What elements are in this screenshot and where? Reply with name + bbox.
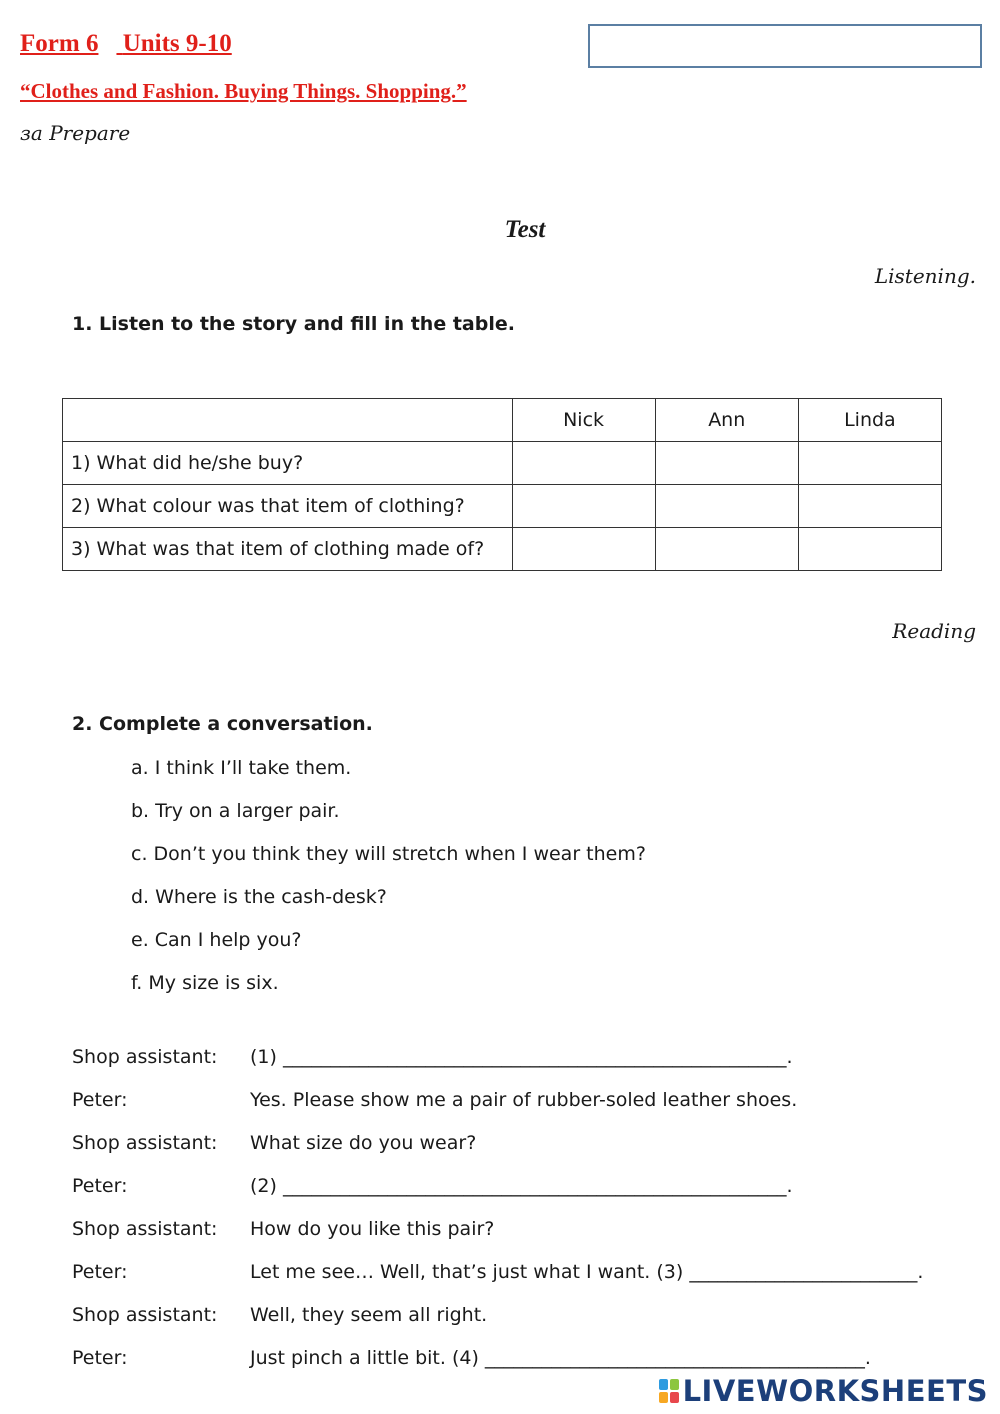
table-row bbox=[63, 485, 942, 528]
page-title: Test bbox=[504, 216, 546, 243]
table-header-cell: Ann bbox=[655, 399, 798, 442]
dialogue-line[interactable]: Just pinch a little bit. (4) ________________________________________. bbox=[250, 1347, 871, 1369]
form-units-heading bbox=[20, 30, 250, 58]
liveworksheets-logo bbox=[659, 1374, 988, 1408]
answer-cell[interactable] bbox=[512, 442, 655, 485]
dialogue-line: What size do you wear? bbox=[250, 1132, 477, 1154]
reading-section-label: Reading bbox=[892, 619, 976, 643]
liveworksheets-logo-icon bbox=[659, 1379, 679, 1403]
task-1-instruction: 1. Listen to the story and fill in the table. bbox=[72, 313, 515, 335]
option-e: e. Can I help you? bbox=[131, 929, 302, 951]
dialogue-speaker: Peter: bbox=[72, 1261, 128, 1283]
topic-heading: “Clothes and Fashion. Buying Things. Shopping.” bbox=[20, 79, 467, 103]
answer-cell[interactable] bbox=[798, 485, 941, 528]
dialogue-line: Well, they seem all right. bbox=[250, 1304, 488, 1326]
listening-answer-table bbox=[62, 398, 942, 571]
question-cell: 2) What colour was that item of clothing? bbox=[63, 485, 513, 528]
answer-cell[interactable] bbox=[512, 528, 655, 571]
table-header-cell: Linda bbox=[798, 399, 941, 442]
dialogue-line: Yes. Please show me a pair of rubber-soled leather shoes. bbox=[250, 1089, 798, 1111]
option-b: b. Try on a larger pair. bbox=[131, 800, 340, 822]
dialogue-speaker: Shop assistant: bbox=[72, 1304, 218, 1326]
table-row bbox=[63, 528, 942, 571]
dialogue-speaker: Shop assistant: bbox=[72, 1132, 218, 1154]
name-input-box[interactable] bbox=[588, 24, 982, 68]
form-label: Form 6 bbox=[20, 30, 99, 57]
answer-cell[interactable] bbox=[512, 485, 655, 528]
dialogue-speaker: Shop assistant: bbox=[72, 1218, 218, 1240]
dialogue-speaker: Shop assistant: bbox=[72, 1046, 218, 1068]
answer-cell[interactable] bbox=[655, 442, 798, 485]
listening-section-label: Listening. bbox=[874, 264, 976, 288]
logo-text: LIVEWORKSHEETS bbox=[682, 1374, 988, 1408]
option-d: d. Where is the cash-desk? bbox=[131, 886, 387, 908]
table-header-row bbox=[63, 399, 942, 442]
task-2-instruction: 2. Complete a conversation. bbox=[72, 713, 373, 735]
dialogue-speaker: Peter: bbox=[72, 1175, 128, 1197]
answer-cell[interactable] bbox=[655, 485, 798, 528]
dialogue-line: How do you like this pair? bbox=[250, 1218, 495, 1240]
table-header-cell bbox=[63, 399, 513, 442]
dialogue-line[interactable]: (2) _____________________________________________________. bbox=[250, 1175, 793, 1197]
table-header-cell: Nick bbox=[512, 399, 655, 442]
answer-cell[interactable] bbox=[798, 528, 941, 571]
textbook-label: за Prepare bbox=[20, 121, 131, 145]
question-cell: 3) What was that item of clothing made of? bbox=[63, 528, 513, 571]
option-f: f. My size is six. bbox=[131, 972, 279, 994]
answer-cell[interactable] bbox=[798, 442, 941, 485]
units-label: Units 9-10 bbox=[122, 30, 232, 57]
table-row bbox=[63, 442, 942, 485]
dialogue-line[interactable]: (1) _____________________________________________________. bbox=[250, 1046, 793, 1068]
answer-cell[interactable] bbox=[655, 528, 798, 571]
dialogue-line[interactable]: Let me see… Well, that’s just what I want. (3) ________________________. bbox=[250, 1261, 924, 1283]
question-cell: 1) What did he/she buy? bbox=[63, 442, 513, 485]
dialogue-speaker: Peter: bbox=[72, 1089, 128, 1111]
option-a: a. I think I’ll take them. bbox=[131, 757, 352, 779]
dialogue-speaker: Peter: bbox=[72, 1347, 128, 1369]
option-c: c. Don’t you think they will stretch when I wear them? bbox=[131, 843, 646, 865]
